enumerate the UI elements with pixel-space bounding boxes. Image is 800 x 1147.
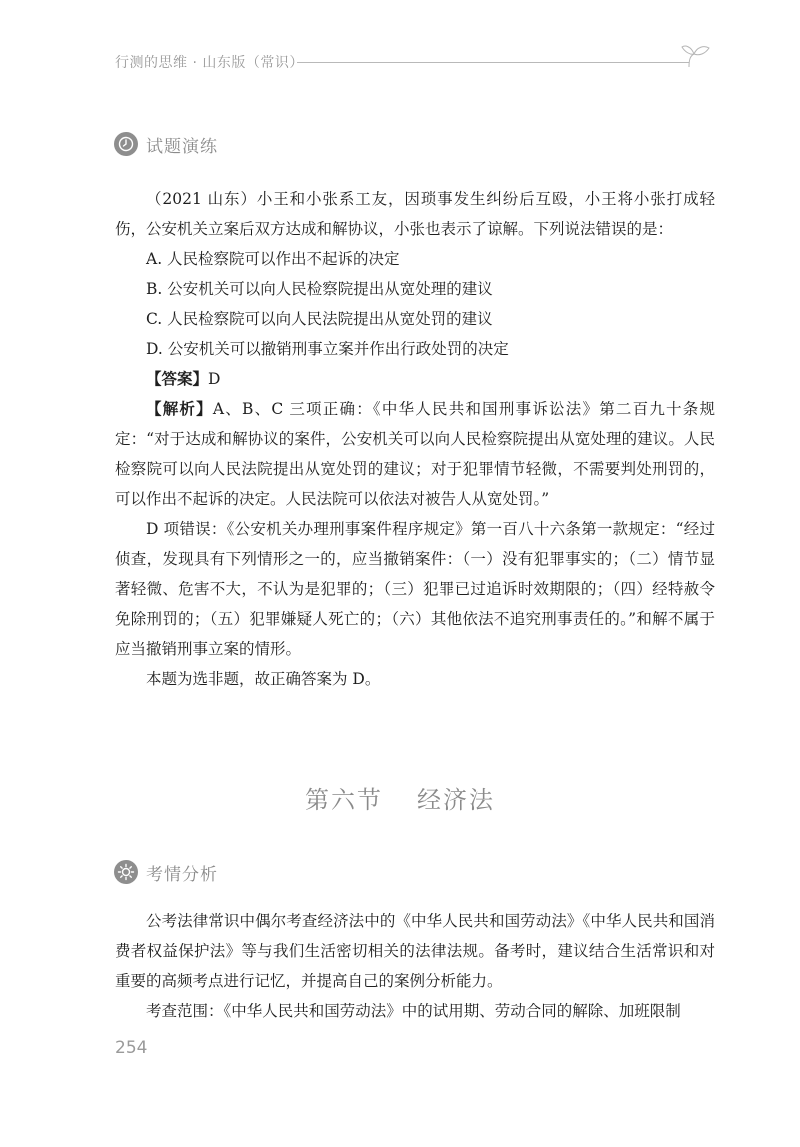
analysis-paragraph-1 (115, 394, 715, 514)
option-c: C. 人民检察院可以向人民法院提出从宽处罚的建议 (146, 310, 493, 328)
question-stem: （2021 山东）小王和小张系工友，因琐事发生纠纷后互殴，小王将小张打成轻伤，公安机关立案后双方达成和解协议，小张也表示了谅解。下列说法错误的是： (115, 190, 715, 238)
chapter-number: 第六节 (305, 786, 383, 814)
page-number: 254 (115, 1038, 148, 1058)
analysis-label: 【解析】 (146, 399, 213, 418)
answer-value: D (208, 370, 221, 388)
question-block (115, 184, 715, 694)
section-title: 考情分析 (146, 864, 218, 885)
section-heading-exam-analysis (114, 858, 218, 886)
analysis-text-1: A、B、C 三项正确：《中华人民共和国刑事诉讼法》第二百九十条规定：“对于达成和解协议的案件，公安机关可以向人民检察院提出从宽处理的建议。人民检察院可以向人民法院提出从宽处罚的建议；对于犯罪情节轻微，不需要判处刑罚的，可以作出不起诉的决定。人民法院可以依法对被告人从宽处罚。” (115, 400, 715, 508)
exam-analysis-block (115, 906, 715, 1026)
answer-label: 【答案】 (146, 369, 209, 388)
exam-analysis-paragraph-2: 考查范围：《中华人民共和国劳动法》中的试用期、劳动合同的解除、加班限制 (146, 1002, 681, 1020)
chapter-title (0, 780, 800, 815)
analysis-paragraph-3: 本题为选非题，故正确答案为 D。 (146, 670, 381, 688)
clock-icon (114, 132, 138, 156)
header-title: 行测的思维 · 山东版（常识） (115, 55, 304, 71)
section-heading-practice (114, 130, 218, 158)
option-d: D. 公安机关可以撤销刑事立案并作出行政处罚的决定 (146, 340, 509, 358)
exam-analysis-paragraph-1: 公考法律常识中偶尔考查经济法中的《中华人民共和国劳动法》《中华人民共和国消费者权益保护法》等与我们生活密切相关的法律法规。备考时，建议结合生活常识和对重要的高频考点进行记忆，并提高自己的案例分析能力。 (115, 912, 715, 990)
option-b: B. 公安机关可以向人民检察院提出从宽处理的建议 (146, 280, 493, 298)
answer-line (115, 364, 715, 394)
chapter-name: 经济法 (417, 786, 495, 814)
running-header (115, 50, 715, 80)
sun-icon (114, 860, 138, 884)
analysis-paragraph-2: D 项错误：《公安机关办理刑事案件程序规定》第一百八十六条第一款规定：“经过侦查，发现具有下列情形之一的，应当撤销案件：（一）没有犯罪事实的；（二）情节显著轻微、危害不大，不认为是犯罪的；（三）犯罪已过追诉时效期限的；（四）经特赦令免除刑罚的；（五）犯罪嫌疑人死亡的；（六）其他依法不追究刑事责任的。”和解不属于应当撤销刑事立案的情形。 (115, 520, 715, 658)
section-title: 试题演练 (146, 136, 218, 157)
header-rule (297, 62, 689, 63)
sprout-icon (681, 42, 711, 72)
option-a: A. 人民检察院可以作出不起诉的决定 (146, 250, 400, 268)
